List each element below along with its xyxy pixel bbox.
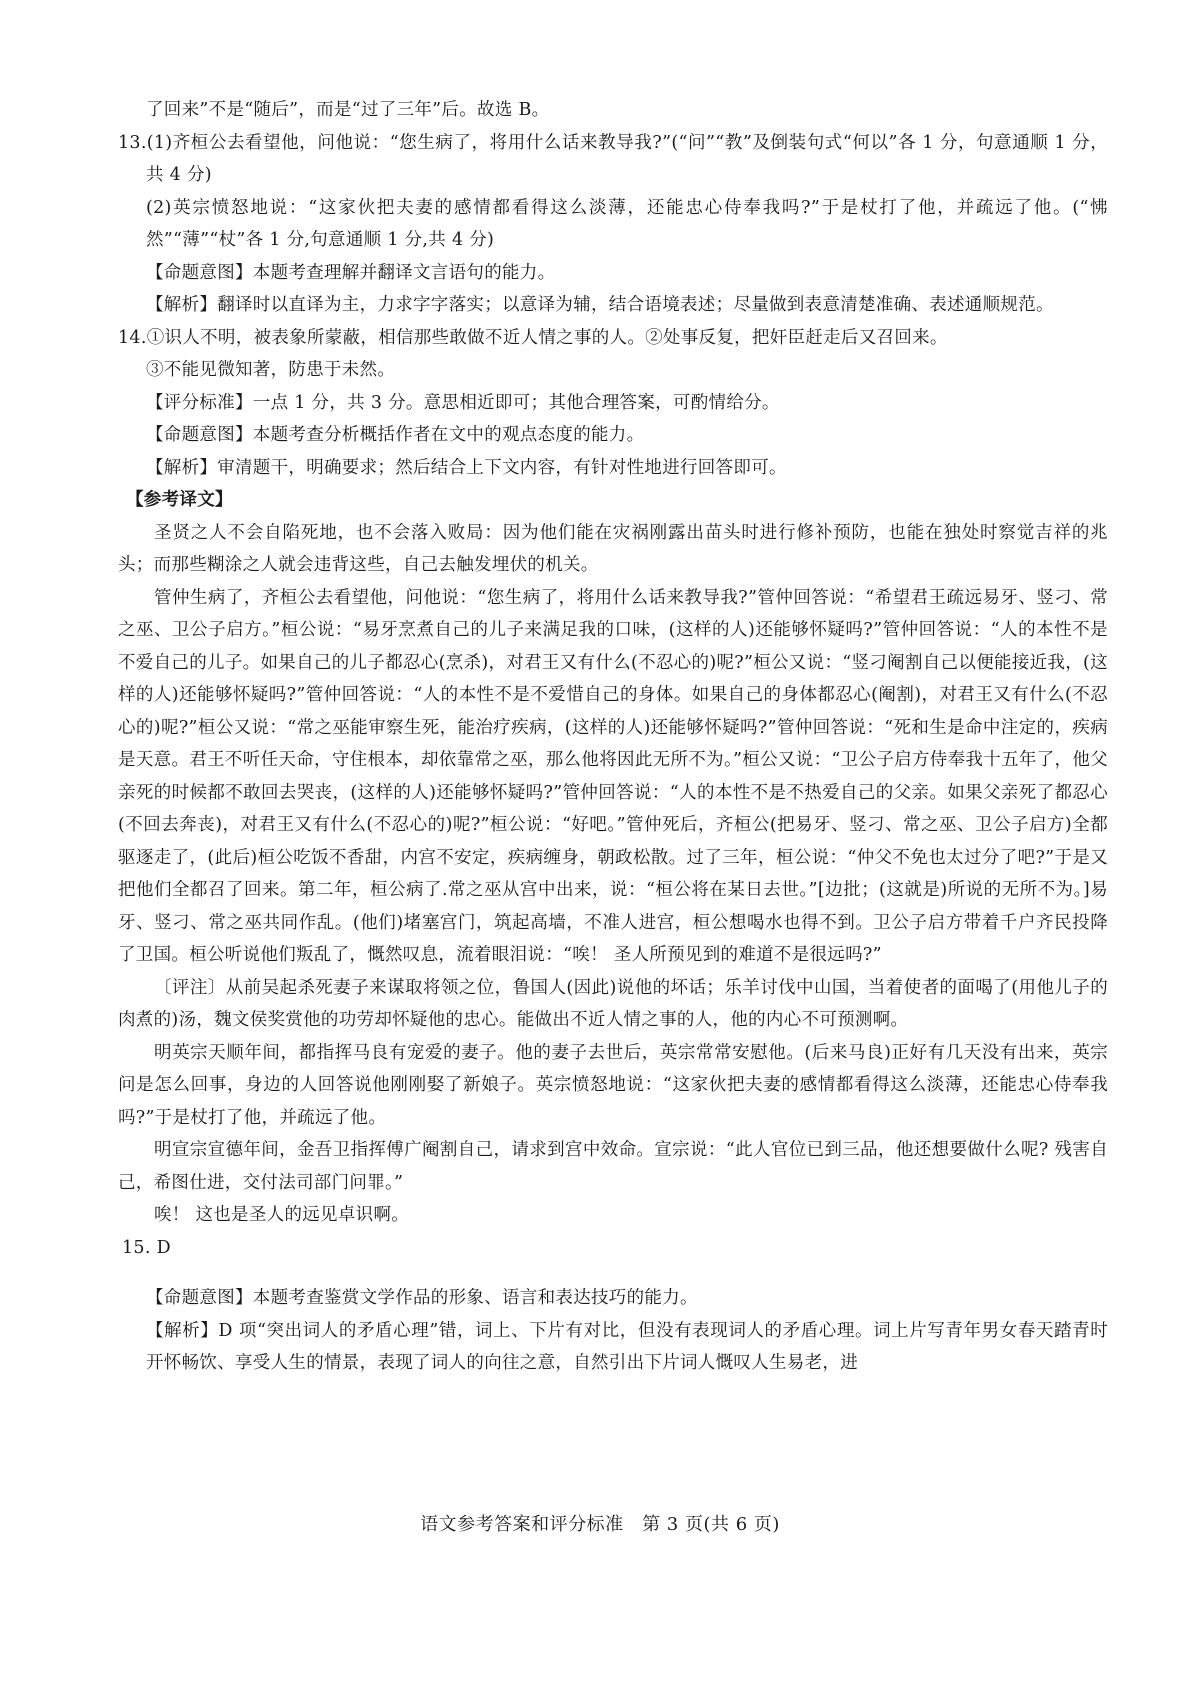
translation-paragraph-2: 管仲生病了，齐桓公去看望他，问他说：“您生病了，将用什么话来教导我?”管仲回答说：“希望君王疏远易牙、竖刁、常之巫、卫公子启方。”桓公说：“易牙烹煮自己的儿子来满足我的口味，(这样的人)还能够怀疑吗?”管仲回答说：“人的本性不是不爱自己的儿子。如果自己的儿子都忍心(烹杀)，对君王又有什么(不忍心的)呢?”桓公又说：“竖刁阉割自己以便能接近我，(这样的人)还能够怀疑吗?”管仲回答说：“人的本性不是不爱惜自己的身体。如果自己的身体都忍心(阉割)，对君王又有什么(不忍心的)呢?”桓公又说：“常之巫能审察生死，能治疗疾病，(这样的人)还能够怀疑吗?”管仲回答说：“死和生是命中注定的，疾病是天意。君王不听任天命，守住根本，却依靠常之巫，那么他将因此无所不为。”桓公又说：“卫公子启方侍奉我十五年了，他父亲死的时候都不敢回去哭丧，(这样的人)还能够怀疑吗?”管仲回答说：“人的本性不是不热爱自己的父亲。如果父亲死了都忍心(不回去奔丧)，对君王又有什么(不忍心的)呢?”桓公说：“好吧。”管仲死后，齐桓公(把易牙、竖刁、常之巫、卫公子启方)全都驱逐走了，(此后)桓公吃饭不香甜，内宫不安定，疾病缠身，朝政松散。过了三年，桓公说：“仲父不免也太过分了吧?”于是又把他们全都召了回来。第二年，桓公病了.常之巫从宫中出来，说：“桓公将在某日去世。”[边批；(这就是)所说的无所不为。]易牙、竖刁、常之巫共同作乱。(他们)堵塞宫门，筑起高墙，不准人进宫，桓公想喝水也得不到。卫公子启方带着千户齐民投降了卫国。桓公听说他们叛乱了，慨然叹息，流着眼泪说：“唉！ 圣人所预见到的难道不是很远吗?”: [118, 587, 1108, 965]
answer-q14-a: 14.①识人不明，被表象所蒙蔽，相信那些敢做不近人情之事的人。②处事反复，把奸臣赶走后又召回来。: [118, 327, 948, 348]
translation-paragraph-5: 明宣宗宣德年间，金吾卫指挥傅广阉割自己，请求到宫中效命。宣宗说：“此人官位已到三品，他还想要做什么呢? 残害自己，希图仕进，交付法司部门问罪。”: [118, 1140, 1108, 1193]
answer-content: [118, 94, 1108, 1380]
q13-analysis: 【解析】翻译时以直译为主，力求字字落实；以意译为辅，结合语境表述；尽量做到表意清楚准确、表述通顺规范。: [146, 295, 1054, 315]
translation-paragraph-1: 圣贤之人不会自陷死地，也不会落入败局：因为他们能在灾祸刚露出苗头时进行修补预防，也能在独处时察觉吉祥的兆头；而那些糊涂之人就会违背这些，自己去触发埋伏的机关。: [118, 522, 1108, 575]
answer-q14-b: ③不能见微知著，防患于未然。: [146, 360, 396, 380]
answer-q13-part1: 13.(1)齐桓公去看望他，问他说：“您生病了，将用什么话来教导我?”(“问”“教”及倒装句式“何以”各 1 分，句意通顺 1 分，共 4 分): [118, 132, 1108, 185]
answer-q15: 15. D: [122, 1237, 171, 1258]
answer-q13-part2: (2)英宗愤怒地说：“这家伙把夫妻的感情都看得这么淡薄，还能忠心侍奉我吗?”于是杖打了他，并疏远了他。(“怫然”“薄”“杖”各 1 分,句意通顺 1 分,共 4 分): [146, 197, 1108, 250]
reference-translation-heading: 【参考译文】: [126, 490, 233, 510]
q15-intent: 【命题意图】本题考查鉴赏文学作品的形象、语言和表达技巧的能力。: [146, 1288, 698, 1308]
translation-commentary: 〔评注〕从前吴起杀死妻子来谋取将领之位，鲁国人(因此)说他的坏话；乐羊讨伐中山国，当着使者的面喝了(用他儿子的肉煮的)汤，魏文侯奖赏他的功劳却怀疑他的忠心。能做出不近人情之事的人，他的内心不可预测啊。: [118, 977, 1108, 1030]
q13-intent: 【命题意图】本题考查理解并翻译文言语句的能力。: [146, 262, 556, 283]
page-footer: 语文参考答案和评分标准 第 3 页(共 6 页): [420, 1514, 780, 1535]
line-q12-end: 了回来”不是“随后”，而是“过了三年”后。故选 B。: [146, 100, 550, 120]
q14-analysis: 【解析】审清题干，明确要求；然后结合上下文内容，有针对性地进行回答即可。: [146, 457, 787, 478]
q14-score-standard: 【评分标准】一点 1 分，共 3 分。意思相近即可；其他合理答案，可酌情给分。: [146, 392, 780, 413]
translation-paragraph-6: 唉！ 这也是圣人的远见卓识啊。: [154, 1205, 410, 1225]
q14-intent: 【命题意图】本题考查分析概括作者在文中的观点态度的能力。: [146, 425, 645, 445]
q15-analysis: 【解析】D 项“突出词人的矛盾心理”错，词上、下片有对比，但没有表现词人的矛盾心理。词上片写青年男女春天踏青时开怀畅饮、享受人生的情景，表现了词人的向往之意，自然引出下片词人慨叹人生易老，进: [146, 1320, 1108, 1373]
translation-paragraph-4: 明英宗天顺年间，都指挥马良有宠爱的妻子。他的妻子去世后，英宗常常安慰他。(后来马良)正好有几天没有出来，英宗问是怎么回事，身边的人回答说他刚刚娶了新娘子。英宗愤怒地说：“这家伙把夫妻的感情都看得这么淡薄，还能忠心侍奉我吗?”于是杖打了他，并疏远了他。: [118, 1042, 1108, 1128]
